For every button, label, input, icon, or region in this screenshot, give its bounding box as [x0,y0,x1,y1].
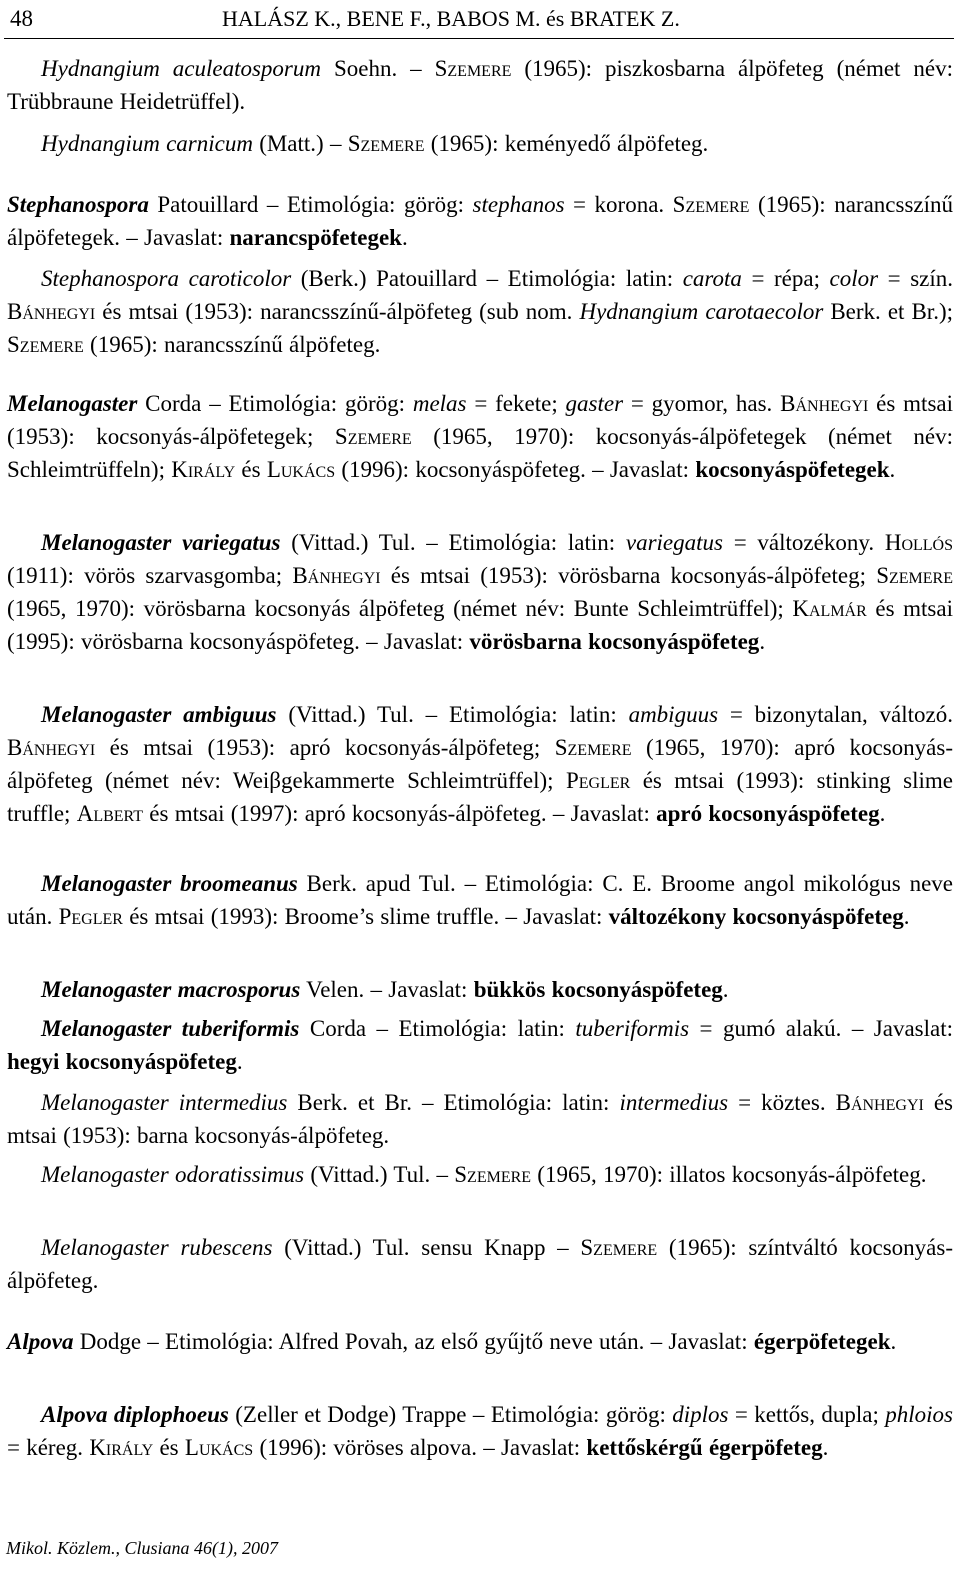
entry-paragraph [7,1231,953,1297]
italic-term: Stephanospora caroticolor [41,266,292,291]
text-run: . [401,225,408,250]
text-run: és mtsai (1997): apró kocsonyás-álpöfeteg. – Javaslat: [143,801,657,826]
italic-term: diplos [672,1402,729,1427]
text-run: és mtsai (1993): stinking slime truffle; [7,768,953,826]
author-name: Pegler [58,904,123,929]
text-run: = gyomor, has. [623,391,781,416]
taxon-name: Melanogaster tuberiformis [41,1016,300,1041]
italic-term: carota [682,266,742,291]
footer-citation: Mikol. Közlem., Clusiana 46(1), 2007 [6,1538,278,1558]
text-run: (Berk.) Patouillard – Etimológia: latin: [291,266,683,291]
text-run: (1965): színtváltó kocsonyás-álpöfeteg. [7,1235,953,1293]
text-run: = bizonytalan, változó. [718,702,954,727]
author-name: Szemere [347,131,425,156]
text-run: és [153,1435,185,1460]
text-run: = korona. [564,192,673,217]
text-run: = változékony. [722,530,885,555]
entry-paragraph [7,973,953,1006]
text-run: Berk. et Br.); [823,299,953,324]
page-header [4,2,954,39]
author-name: Király [89,1435,154,1460]
text-run: Velen. – Javaslat: [300,977,474,1002]
text-run: = köztes. [728,1090,836,1115]
text-run: Patouillard – Etimológia: görög: [148,192,473,217]
author-name: Szemere [876,563,953,588]
entry-paragraph [7,387,953,486]
author-name: Szemere [7,332,84,357]
proposed-name: kocsonyáspöfetegek [695,457,890,482]
text-run: (Vittad.) Tul. sensu Knapp – [272,1235,581,1260]
author-name: Lukács [266,457,336,482]
proposed-name: bükkös kocsonyáspöfeteg [473,977,723,1002]
entry-paragraph [7,1012,953,1078]
text-run: (1911): vörös szarvasgomba; [7,563,293,588]
proposed-name: kettőskérgű égerpöfeteg [586,1435,823,1460]
italic-term: phloios [885,1402,954,1427]
italic-term: Melanogaster odoratissimus [41,1162,305,1187]
text-run: (1965): narancsszínű álpöfeteg. [83,332,381,357]
text-run: és mtsai (1953): barna kocsonyás-álpöfeteg. [7,1090,954,1148]
text-run: . [236,1049,243,1074]
proposed-name: égerpöfetegek [753,1329,891,1354]
entry-paragraph [7,188,953,254]
running-head: HALÁSZ K., BENE F., BABOS M. és BRATEK Z. [222,6,680,31]
italic-term: Hydnangium carotaecolor [579,299,824,324]
text-run: (Matt.) – [252,131,348,156]
text-run: . [722,977,729,1002]
entry-paragraph [7,698,953,830]
text-run: . [879,801,886,826]
text-run: Dodge – Etimológia: Alfred Povah, az első gyűjtő neve után. – Javaslat: [73,1329,754,1354]
text-run: Corda – Etimológia: görög: [137,391,413,416]
text-run: (Vittad.) Tul. – [304,1162,455,1187]
author-name: Szemere [434,56,512,81]
text-run: és [235,457,267,482]
proposed-name: apró kocsonyáspöfeteg [656,801,880,826]
entry-paragraph [7,1325,953,1358]
entry-paragraph [7,262,953,361]
taxon-name: Alpova [7,1329,74,1354]
text-run: és mtsai (1995): vörösbarna kocsonyáspöfeteg. – Javaslat: [7,596,953,654]
entry-paragraph [7,867,953,933]
italic-term: melas [412,391,467,416]
text-run: (Zeller et Dodge) Trappe – Etimológia: görög: [228,1402,673,1427]
italic-term: Hydnangium carnicum [41,131,253,156]
author-name: Kalmár [792,596,867,621]
text-run: Soehn. – [320,56,435,81]
author-name: Szemere [554,735,632,760]
text-run: (Vittad.) Tul. – Etimológia: latin: [276,702,629,727]
text-run: Berk. et Br. – Etimológia: latin: [287,1090,620,1115]
page-number: 48 [10,6,33,31]
text-run: = répa; [741,266,830,291]
entry-paragraph [7,1158,953,1191]
text-run: Corda – Etimológia: latin: [299,1016,576,1041]
text-run: (1996): vöröses alpova. – Javaslat: [253,1435,587,1460]
author-name: Szemere [672,192,750,217]
italic-term: ambiguus [628,702,719,727]
text-run: . [822,1435,829,1460]
text-run: (1965): narancsszínű álpöfetegek. – Javaslat: [7,192,953,250]
author-name: Bánhegyi [780,391,869,416]
text-run: (1965, 1970): apró kocsonyás-álpöfeteg (német név: Weiβgekammerte Schleimtrüffel); [7,735,954,793]
text-run: = kettős, dupla; [728,1402,886,1427]
proposed-name: változékony kocsonyáspöfeteg [608,904,904,929]
text-run: . [890,1329,897,1354]
author-name: Szemere [334,424,412,449]
text-run: (1965, 1970): illatos kocsonyás-álpöfeteg. [531,1162,927,1187]
author-name: Király [171,457,236,482]
author-name: Bánhegyi [292,563,381,588]
taxon-name: Alpova diplophoeus [41,1402,229,1427]
text-run: és mtsai (1953): narancsszínű-álpöfeteg (sub nom. [95,299,580,324]
taxon-name: Melanogaster ambiguus [41,702,277,727]
author-name: Szemere [454,1162,532,1187]
taxon-name: Melanogaster [7,391,138,416]
entry-paragraph [7,127,953,160]
entry-paragraph [7,52,953,118]
text-run: és mtsai (1953): vörösbarna kocsonyás-álpöfeteg; [380,563,877,588]
author-name: Lukács [184,1435,254,1460]
text-run: (1996): kocsonyáspöfeteg. – Javaslat: [335,457,696,482]
text-run: Berk. apud Tul. – Etimológia: C. E. Broome angol mikológus neve után. [7,871,953,929]
italic-term: stephanos [472,192,565,217]
author-name: Szemere [580,1235,658,1260]
entry-paragraph [7,1086,953,1152]
text-run: és mtsai (1953): apró kocsonyás-álpöfeteg; [95,735,555,760]
text-run: (Vittad.) Tul. – Etimológia: latin: [280,530,626,555]
text-run: és mtsai (1953): kocsonyás-álpöfetegek; [7,391,953,449]
text-run: = szín. [878,266,953,291]
italic-term: intermedius [619,1090,729,1115]
italic-term: tuberiformis [575,1016,690,1041]
author-name: Bánhegyi [7,735,96,760]
italic-term: Melanogaster intermedius [41,1090,288,1115]
text-run: (1965, 1970): kocsonyás-álpöfetegek (német név: Schleimtrüffeln); [7,424,953,482]
author-name: Hollós [884,530,953,555]
proposed-name: narancspöfetegek [229,225,402,250]
author-name: Bánhegyi [835,1090,924,1115]
taxon-name: Stephanospora [7,192,149,217]
text-run: . [889,457,896,482]
italic-term: variegatus [625,530,723,555]
proposed-name: vörösbarna kocsonyáspöfeteg [469,629,760,654]
text-run: = gumó alakú. – Javaslat: [689,1016,953,1041]
author-name: Albert [76,801,144,826]
italic-term: color [829,266,879,291]
entry-paragraph [7,526,953,658]
text-run: . [903,904,910,929]
italic-term: Melanogaster rubescens [41,1235,273,1260]
proposed-name: hegyi kocsonyáspöfeteg [7,1049,237,1074]
entry-paragraph [7,1398,953,1464]
text-run: (1965): piszkosbarna álpöfeteg (német név: Trübbraune Heidetrüffel). [7,56,953,114]
taxon-name: Melanogaster broomeanus [41,871,298,896]
italic-term: gaster [565,391,624,416]
text-run: . [759,629,766,654]
taxon-name: Melanogaster macrosporus [41,977,301,1002]
text-run: = fekete; [466,391,566,416]
taxon-name: Melanogaster variegatus [41,530,281,555]
author-name: Bánhegyi [7,299,96,324]
text-run: (1965, 1970): vörösbarna kocsonyás álpöfeteg (német név: Bunte Schleimtrüffel); [7,596,793,621]
text-run: (1965): keményedő álpöfeteg. [424,131,709,156]
text-run: és mtsai (1993): Broome’s slime truffle. – Javaslat: [122,904,609,929]
italic-term: Hydnangium aculeatosporum [41,56,321,81]
author-name: Pegler [565,768,631,793]
text-run: = kéreg. [7,1435,90,1460]
